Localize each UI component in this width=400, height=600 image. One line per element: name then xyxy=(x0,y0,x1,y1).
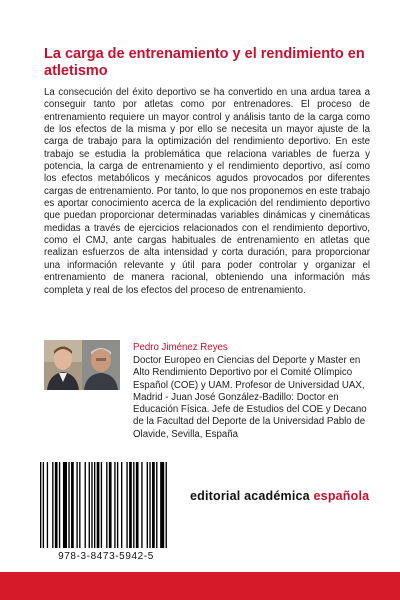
book-description: La consecución del éxito deportivo se ha convertido en una ardua tarea a conseguir tanto por atletas como por entrenadores. El proceso de entrenamiento requiere un mayor control y análisis tanto de la carga como de los efectos de la misma y por ello se necesita un mayor ajuste de la carga de trabajo para la optimización del rendimiento deportivo. En este trabajo se estudia la problemática que relaciona variables de fuerza y potencia, la carga de entrenamiento y el rendimiento deportivo, así como los efectos metabólicos y mecánicos agudos provocados por diferentes cargas de entrenamiento. Por tanto, lo que nos proponemos en este trabajo es aportar conocimiento acerca de la explicación del rendimiento deportivo que puedan proporcionar determinadas variables dinámicas y cinemáticas medidas a través de ejercicios relacionados con el rendimiento deportivo, como el CMJ, ante cargas habituales de entrenamiento en atletas que realizan esfuerzos de alta intensidad y corta duración, para proporcionar una información relevante y útil para poder controlar y organizar el entrenamiento de manera racional, obteniendo una información más completa y real de los efectos del proceso de entrenamiento. xyxy=(44,87,370,296)
author-bio: Doctor Europeo en Ciencias del Deporte y Master en Alto Rendimiento Deportivo por el Comité Olímpico Español (COE) y UAM. Profesor de Universidad UAX, Madrid - Juan José González-Badillo: Doctor en Educación Física. Jefe de Estudios del COE y Decano de la Facultad del Deporte de la Universidad Pablo de Olavide, Sevilla, España xyxy=(133,355,367,440)
author-photo-1 xyxy=(44,340,82,390)
author-name: Pedro Jiménez Reyes xyxy=(133,342,228,353)
publisher-name-accent: española xyxy=(313,489,370,503)
barcode-bars xyxy=(36,462,176,548)
book-title: La carga de entrenamiento y el rendimiento en atletismo xyxy=(44,46,365,79)
publisher-logo xyxy=(190,489,369,503)
bottom-color-bar xyxy=(0,572,400,600)
publisher-name: editorial académica xyxy=(190,489,314,503)
author-photos xyxy=(44,340,120,390)
author-photo-2 xyxy=(82,340,120,390)
barcode xyxy=(30,458,182,570)
isbn-number: 978-3-8473-5942-5 xyxy=(58,551,154,562)
